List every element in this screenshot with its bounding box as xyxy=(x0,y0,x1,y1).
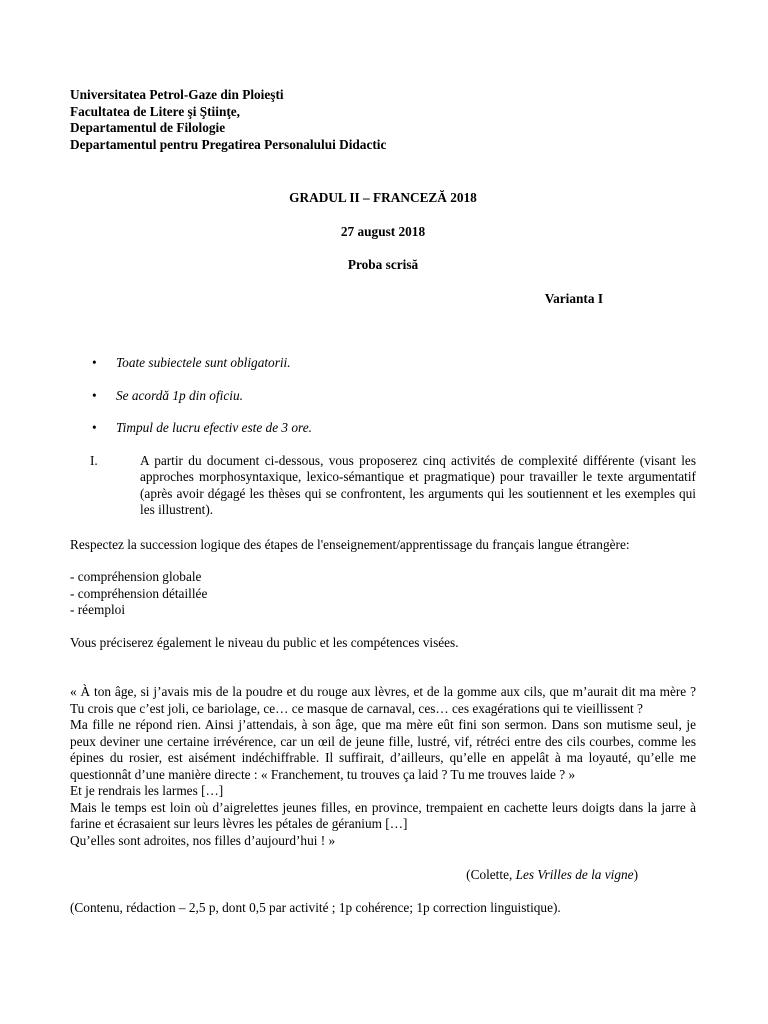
source-work-title: Les Vrilles de la vigne xyxy=(515,867,634,882)
bullet-icon: • xyxy=(92,355,97,370)
exam-title: GRADUL II – FRANCEZĂ 2018 xyxy=(289,190,477,205)
passage-paragraph: Ma fille ne répond rien. Ainsi j’attendais, à son âge, que ma mère eût fini son sermon. Dans son mutisme seul, je peux deviner une certaine irrévérence, car un œil de jeune fille, lustré, vif, rétréci entre des cils courbes, comme les épines du rosier, est aisément indéchiffrable. Il suffirait, d’ailleurs, qu’elle en appelât à ma loyauté, qu’elle me questionnât d’une manière directe : « Franchement, tu trouves ça laid ? Tu me trouves laide ? » xyxy=(70,717,696,782)
exam-variant: Varianta I xyxy=(544,290,603,306)
instructions-respect: Respectez la succession logique des étapes de l'enseignement/apprentissage du français langue étrangère: xyxy=(70,536,630,552)
rule-item: • Toate subiectele sunt obligatorii. xyxy=(92,355,291,370)
literary-passage xyxy=(70,684,696,849)
step-item: - compréhension globale xyxy=(70,569,202,584)
passage-paragraph: « À ton âge, si j’avais mis de la poudre et du rouge aux lèvres, et de la gomme aux cils, que m’aurait dit ma mère ? Tu crois que c’est joli, ce bariolage, ce… ce masque de carnaval, ces… ces exagérations qui te vieillissent ? xyxy=(70,684,696,716)
bullet-icon: • xyxy=(92,387,97,403)
teacher-training-department: Departamentul pentru Pregatirea Personalului Didactic xyxy=(70,136,387,152)
rule-item: • Se acordă 1p din oficiu. xyxy=(92,387,243,403)
passage-paragraph: Mais le temps est loin où d’aigrelettes jeunes filles, en province, trempaient en cachette leurs doigts dans la jarre à farine et écrasaient sur leurs lèvres les pétales de géranium […] xyxy=(70,799,696,831)
scoring-note: (Contenu, rédaction – 2,5 p, dont 0,5 par activité ; 1p cohérence; 1p correction linguistique). xyxy=(70,899,561,915)
question-number: I. xyxy=(90,452,98,468)
university-name: Universitatea Petrol-Gaze din Ploieşti xyxy=(70,87,284,102)
bullet-icon: • xyxy=(92,420,97,435)
faculty-name: Facultatea de Litere şi Ştiinţe, xyxy=(70,103,240,119)
rule-item: • Timpul de lucru efectiv este de 3 ore. xyxy=(92,420,312,435)
question-one xyxy=(70,453,696,519)
exam-page xyxy=(70,87,696,916)
step-item: - réemploi xyxy=(70,602,126,617)
exam-test-type: Proba scrisă xyxy=(347,257,419,272)
question-text: A partir du document ci-dessous, vous proposerez cinq activités de complexité différente (visant les approches morphosyntaxique, lexico-sémantique et pragmatique) pour travailler le texte argumentatif (après avoir dégagé les thèses qui se confrontent, les arguments qui les soutiennent et les exemples qui les illustrent). xyxy=(140,452,696,517)
passage-paragraph: Qu’elles sont adroites, nos filles d’aujourd’hui ! » xyxy=(70,832,336,848)
passage-paragraph: Et je rendrais les larmes […] xyxy=(70,783,224,798)
instructions-level: Vous préciserez également le niveau du public et les compétences visées. xyxy=(70,634,459,650)
rules-list xyxy=(70,355,696,437)
passage-source: (Colette, Les Vrilles de la vigne) xyxy=(466,867,638,882)
steps-list xyxy=(70,569,696,619)
exam-date: 27 august 2018 xyxy=(340,223,426,239)
department-name: Departamentul de Filologie xyxy=(70,120,226,135)
step-item: - compréhension détaillée xyxy=(70,585,208,601)
institution-header xyxy=(70,87,696,153)
